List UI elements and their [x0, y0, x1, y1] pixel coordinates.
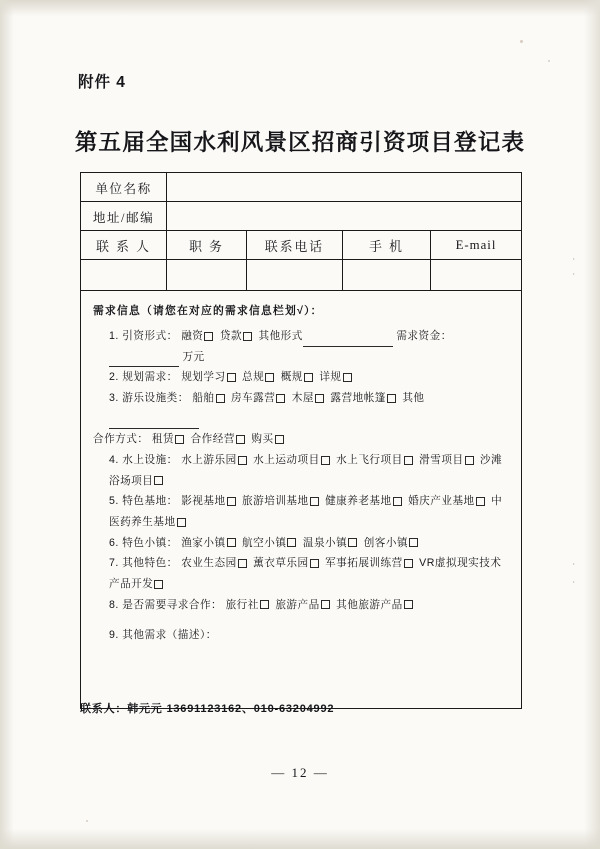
field-label-address-postcode: 地址/邮编: [81, 202, 167, 230]
checkbox[interactable]: [175, 435, 184, 444]
option-label: 军事拓展训练营: [325, 557, 403, 570]
checkbox[interactable]: [315, 394, 324, 403]
item-number: 5.: [109, 495, 119, 508]
item-number: 1.: [109, 330, 119, 343]
checkbox[interactable]: [310, 559, 319, 568]
item-prefix: 规划需求：: [122, 371, 178, 384]
item-number: 2.: [109, 371, 119, 384]
option-label: 其他形式: [258, 330, 303, 343]
checkbox[interactable]: [154, 476, 163, 485]
field-input-position[interactable]: [167, 260, 247, 290]
checkbox[interactable]: [275, 435, 284, 444]
checkbox[interactable]: [265, 373, 274, 382]
field-input-telephone[interactable]: [247, 260, 343, 290]
margin-mark: ·: [572, 560, 576, 569]
blank-line-other-form[interactable]: [303, 346, 393, 347]
option-label: 规划学习: [181, 371, 226, 384]
option-label: 合作经营: [190, 433, 235, 446]
funding-label: 需求资金：: [396, 330, 452, 343]
option-label: 中医药养生基地: [109, 495, 503, 528]
option-label: 购买: [251, 433, 274, 446]
item-prefix: 是否需要寻求合作：: [122, 598, 223, 611]
option-label: 租赁: [151, 433, 175, 446]
column-header-mobile: 手 机: [343, 231, 431, 259]
checkbox[interactable]: [404, 456, 413, 465]
checkbox[interactable]: [404, 559, 413, 568]
item-prefix: 引资形式：: [122, 330, 178, 343]
checkbox[interactable]: [204, 332, 213, 341]
attachment-label: 附件 4: [78, 74, 126, 91]
option-label: 融资: [181, 330, 204, 343]
checkbox[interactable]: [387, 394, 396, 403]
scan-speck: [520, 40, 523, 43]
checkbox[interactable]: [304, 373, 313, 382]
option-label: 房车露营: [230, 392, 276, 405]
scan-speck: [548, 60, 550, 62]
option-label: 木屋: [291, 392, 314, 405]
checkbox[interactable]: [343, 373, 352, 382]
item-prefix: 其他特色：: [122, 557, 178, 570]
item-number: 8.: [109, 598, 119, 611]
checkbox[interactable]: [409, 538, 418, 547]
needs-section-title: 需求信息（请您在对应的需求信息栏划√）：: [93, 305, 323, 317]
item-number: 7.: [109, 557, 119, 570]
option-label: 总规: [242, 371, 265, 384]
checkbox[interactable]: [238, 559, 247, 568]
option-label: 沙滩浴场项目: [109, 453, 503, 487]
margin-mark: ·: [572, 578, 576, 587]
item-number: 6.: [109, 536, 119, 549]
checkbox[interactable]: [260, 600, 269, 609]
checkbox[interactable]: [227, 373, 236, 382]
item-prefix: 特色基地：: [122, 495, 178, 508]
field-input-address-postcode[interactable]: [167, 202, 521, 230]
item-prefix: 水上设施：: [122, 453, 178, 466]
option-label: 影视基地: [181, 495, 226, 508]
field-input-mobile[interactable]: [343, 260, 431, 290]
margin-mark: ·: [572, 255, 576, 264]
scan-edge-bottom: [0, 829, 600, 849]
table-row: [81, 173, 521, 202]
needs-item-cooperation-mode: [93, 429, 509, 450]
option-label: 水上飞行项目: [336, 453, 403, 466]
checkbox[interactable]: [276, 394, 285, 403]
option-label: 薰衣草乐园: [253, 557, 309, 570]
checkbox[interactable]: [321, 456, 330, 465]
field-input-unit-name[interactable]: [167, 173, 521, 201]
field-input-email[interactable]: [431, 260, 521, 290]
item-number: 9.: [109, 629, 119, 642]
option-label: 概规: [280, 371, 303, 384]
needs-item-other-features: [109, 553, 509, 594]
needs-item-amusement-facilities: [109, 388, 509, 429]
option-label: 创客小镇: [363, 536, 409, 549]
checkbox[interactable]: [321, 600, 330, 609]
option-label: 婚庆产业基地: [408, 495, 475, 508]
option-label: VR虚拟现实技术产品开发: [109, 557, 502, 590]
needs-item-feature-towns: [109, 533, 509, 554]
option-label: 旅游培训基地: [242, 495, 309, 508]
checkbox[interactable]: [243, 332, 252, 341]
table-row: [81, 260, 521, 291]
page-number: — 12 —: [271, 765, 329, 780]
checkbox[interactable]: [310, 497, 319, 506]
option-label: 渔家小镇: [181, 536, 226, 549]
column-header-position: 职 务: [167, 231, 247, 259]
scan-speck: [86, 820, 88, 822]
checkbox[interactable]: [177, 518, 186, 527]
needs-item-cooperation-partner: [109, 595, 509, 616]
option-label: 滑雪项目: [419, 453, 464, 466]
needs-item-other-description: [109, 625, 509, 646]
checkbox[interactable]: [348, 538, 357, 547]
checkbox[interactable]: [287, 538, 296, 547]
option-label: 温泉小镇: [302, 536, 348, 549]
needs-item-planning: [109, 367, 509, 388]
item-prefix: 游乐设施类：: [122, 392, 189, 405]
option-label: 水上游乐园: [181, 453, 237, 466]
needs-section-row: [81, 291, 521, 708]
checkbox[interactable]: [227, 497, 236, 506]
item-prefix[interactable]: 其他需求（描述）：: [122, 629, 217, 642]
funding-unit: 万元: [182, 350, 205, 363]
option-label: 旅游产品: [275, 598, 320, 611]
column-header-telephone: 联系电话: [247, 231, 343, 259]
option-label: 详规: [319, 371, 342, 384]
item-number: 4.: [109, 453, 119, 466]
option-label: 露营地帐篷: [330, 392, 386, 405]
checkbox[interactable]: [476, 497, 485, 506]
needs-item-feature-bases: [109, 491, 509, 532]
item-prefix: 特色小镇：: [122, 536, 178, 549]
checkbox[interactable]: [154, 580, 163, 589]
option-label: 农业生态园: [181, 557, 237, 570]
column-header-contact-person: 联 系 人: [81, 231, 167, 259]
option-label: 健康养老基地: [325, 495, 392, 508]
field-label-unit-name: 单位名称: [81, 173, 167, 201]
checkbox[interactable]: [236, 435, 245, 444]
needs-information-block: [81, 291, 521, 708]
checkbox[interactable]: [393, 497, 402, 506]
checkbox[interactable]: [238, 456, 247, 465]
item-prefix: 合作方式：: [93, 433, 149, 446]
table-header-row: [81, 231, 521, 260]
checkbox[interactable]: [404, 600, 413, 609]
margin-mark: ·: [572, 270, 576, 279]
option-label: 其他旅游产品: [336, 598, 403, 611]
needs-item-financing: [109, 326, 509, 367]
registration-form-table: [80, 172, 522, 709]
option-label: 贷款: [219, 330, 243, 343]
item-number: 3.: [109, 392, 119, 405]
field-input-contact-person[interactable]: [81, 260, 167, 290]
option-label: 航空小镇: [242, 536, 287, 549]
checkbox[interactable]: [465, 456, 474, 465]
option-label: 旅行社: [225, 598, 259, 611]
checkbox[interactable]: [227, 538, 236, 547]
checkbox[interactable]: [216, 394, 225, 403]
table-row: [81, 202, 521, 231]
page-title: 第五届全国水利风景区招商引资项目登记表: [74, 130, 526, 155]
needs-item-water-facilities: [109, 450, 509, 491]
option-label: 其他: [402, 392, 425, 405]
option-label: 船舶: [192, 392, 215, 405]
scan-edge-top: [0, 0, 600, 16]
contact-info: 联系人：韩元元 13691123162、010-63204992: [80, 703, 335, 715]
column-header-email: E-mail: [455, 237, 497, 252]
option-label: 水上运动项目: [253, 453, 320, 466]
